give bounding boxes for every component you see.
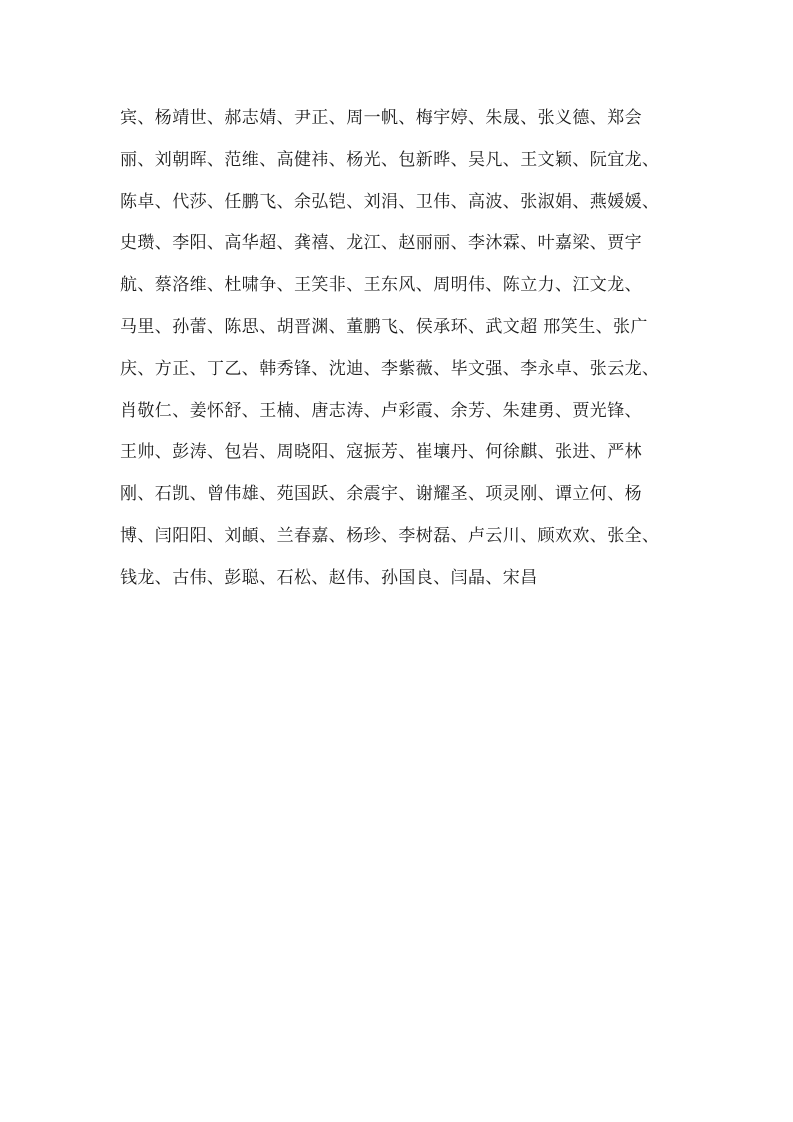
text-line: 王帅、彭涛、包岩、周晓阳、寇振芳、崔壤丹、何徐麒、张进、严林 bbox=[120, 442, 642, 463]
text-line: 丽、刘朝晖、范维、高健祎、杨光、包新晔、吴凡、王文颖、阮宜龙、 bbox=[120, 149, 660, 170]
text-line: 陈卓、代莎、任鹏飞、余弘铠、刘涓、卫伟、高波、张淑娟、燕媛媛、 bbox=[120, 191, 660, 212]
text-line: 刚、石凯、曾伟雄、苑国跃、余震宇、谢耀圣、项灵刚、谭立何、杨 bbox=[120, 484, 642, 505]
text-line: 宾、杨靖世、郝志婧、尹正、周一帆、梅宇婷、朱晟、张义德、郑会 bbox=[120, 108, 642, 128]
text-line: 博、闫阳阳、刘頔、兰春嘉、杨珍、李树磊、卢云川、顾欢欢、张全、 bbox=[120, 525, 660, 546]
name-list-paragraph bbox=[120, 103, 690, 605]
text-line: 航、蔡洛维、杜啸争、王笑非、王东风、周明伟、陈立力、江文龙、 bbox=[120, 275, 642, 296]
text-line: 肖敬仁、姜怀舒、王楠、唐志涛、卢彩霞、余芳、朱建勇、贾光锋、 bbox=[120, 400, 642, 421]
text-line: 钱龙、古伟、彭聪、石松、赵伟、孙国良、闫晶、宋昌 bbox=[120, 567, 538, 588]
text-line: 马里、孙蕾、陈思、胡晋渊、董鹏飞、侯承环、武文超 邢笑生、张广 bbox=[120, 316, 648, 337]
text-line: 史瓒、李阳、高华超、龚禧、龙江、赵丽丽、李沐霖、叶嘉梁、贾宇 bbox=[120, 233, 642, 254]
text-line: 庆、方正、丁乙、韩秀锋、沈迪、李紫薇、毕文强、李永卓、张云龙、 bbox=[120, 358, 660, 379]
